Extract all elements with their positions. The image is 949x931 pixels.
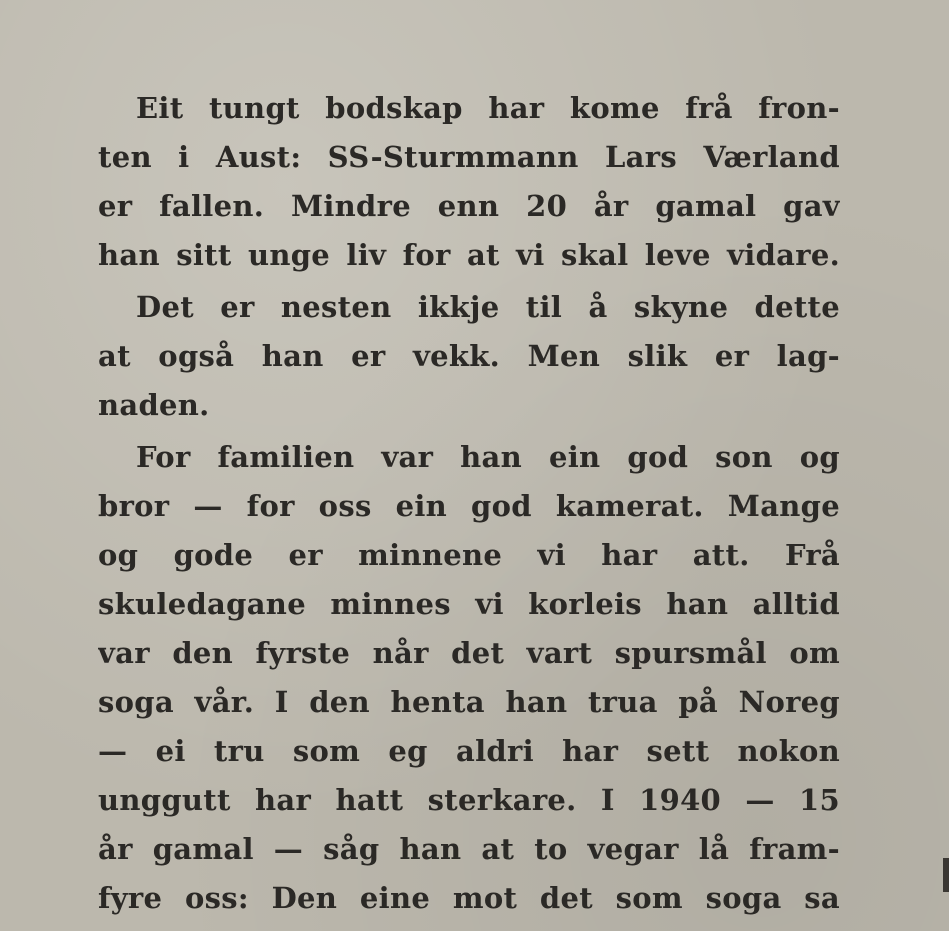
page-edge-mark [943, 858, 949, 892]
paragraph-2 [98, 283, 840, 430]
text-line: er fallen. Mindre enn 20 år gamal gav [98, 189, 840, 223]
paragraph-3 [98, 433, 840, 923]
text-line: Eit tungt bodskap har kome frå fron- [136, 91, 840, 125]
text-line: ten i Aust: SS-Sturmmann Lars Værland [98, 140, 840, 174]
text-line: fyre oss: Den eine mot det som soga sa [98, 881, 840, 915]
paragraph-1 [98, 84, 840, 280]
text-line: soga vår. I den henta han trua på Noreg [98, 685, 840, 719]
text-line: år gamal — såg han at to vegar lå fram- [98, 832, 840, 866]
text-line: — ei tru som eg aldri har sett nokon [98, 734, 840, 768]
text-line: Det er nesten ikkje til å skyne dette [136, 290, 840, 324]
document-page [98, 84, 840, 926]
text-line: naden. [98, 388, 210, 422]
text-line: bror — for oss ein god kamerat. Mange [98, 489, 840, 523]
text-line: unggutt har hatt sterkare. I 1940 — 15 [98, 783, 840, 817]
text-line: skuledagane minnes vi korleis han alltid [98, 587, 840, 621]
text-line: at også han er vekk. Men slik er lag- [98, 339, 840, 373]
text-line: og gode er minnene vi har att. Frå [98, 538, 840, 572]
text-line: For familien var han ein god son og [136, 440, 840, 474]
text-line: han sitt unge liv for at vi skal leve vidare. [98, 238, 840, 272]
text-line: var den fyrste når det vart spursmål om [98, 636, 840, 670]
